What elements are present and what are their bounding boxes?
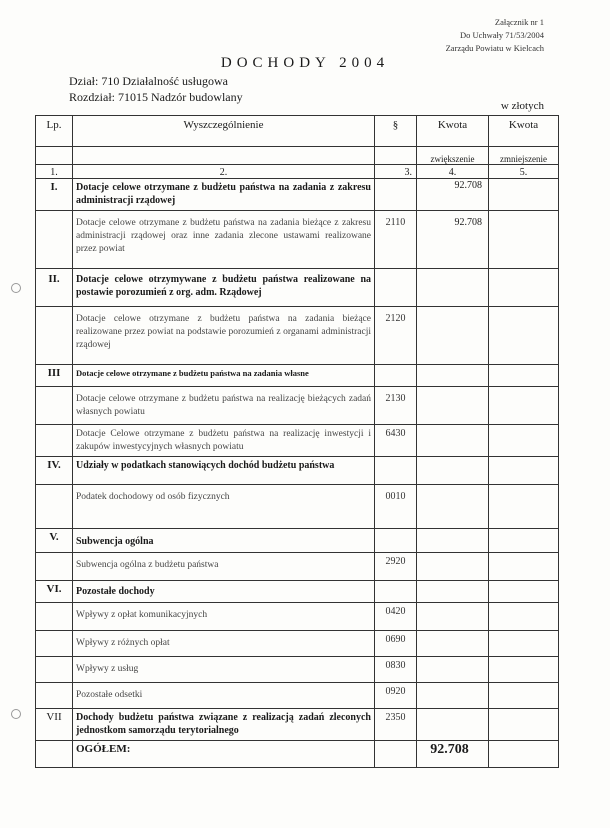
row-lp: III [36, 365, 73, 387]
row-lp [36, 425, 73, 457]
row-paragraph: 0690 [375, 631, 417, 657]
header-kwota-inc: Kwota [417, 116, 489, 147]
header-paragraph: § [375, 116, 417, 147]
table-row [36, 709, 559, 741]
row-paragraph: 6430 [375, 425, 417, 457]
row-decrease [489, 581, 559, 603]
row-decrease [489, 387, 559, 425]
row-decrease [489, 179, 559, 211]
row-paragraph [375, 529, 417, 553]
dzial-label: Dział: 710 Działalność usługowa [69, 74, 228, 88]
row-name: Dotacje celowe otrzymane z budżetu państwa na zadania własne [73, 365, 375, 387]
row-decrease [489, 603, 559, 631]
row-paragraph: 0420 [375, 603, 417, 631]
row-lp [36, 307, 73, 365]
row-name: Podatek dochodowy od osób fizycznych [73, 485, 375, 529]
row-name: Udziały w podatkach stanowiących dochód budżetu państwa [73, 457, 375, 485]
table-row [36, 387, 559, 425]
annex-line: Załącznik nr 1 [494, 17, 544, 27]
table-row [36, 683, 559, 709]
total-increase: 92.708 [417, 741, 489, 768]
page-title: DOCHODY 2004 [220, 55, 390, 71]
row-lp: VI. [36, 581, 73, 603]
row-lp [36, 553, 73, 581]
annex-note [344, 16, 544, 55]
column-number-row [36, 165, 559, 179]
row-paragraph [375, 179, 417, 211]
row-decrease [489, 307, 559, 365]
row-name: Wpływy z usług [73, 657, 375, 683]
total-row [36, 741, 559, 768]
income-table [35, 115, 559, 768]
row-decrease [489, 269, 559, 307]
row-decrease [489, 683, 559, 709]
row-increase [417, 683, 489, 709]
row-decrease [489, 365, 559, 387]
punch-hole-icon [11, 709, 21, 719]
table-row [36, 365, 559, 387]
row-increase [417, 307, 489, 365]
table-row [36, 179, 559, 211]
header-increase: zwiększenie [417, 147, 489, 165]
row-increase [417, 457, 489, 485]
header-row [36, 116, 559, 147]
rozdzial-label: Rozdział: 71015 Nadzór budowlany [69, 90, 243, 104]
row-decrease [489, 657, 559, 683]
row-paragraph: 2920 [375, 553, 417, 581]
row-increase [417, 365, 489, 387]
row-decrease [489, 631, 559, 657]
total-label: OGÓŁEM: [73, 741, 375, 768]
table-row [36, 485, 559, 529]
row-lp: I. [36, 179, 73, 211]
row-lp [36, 211, 73, 269]
row-name: Pozostałe dochody [73, 581, 375, 603]
row-name: Pozostałe odsetki [73, 683, 375, 709]
table-row [36, 553, 559, 581]
table-row [36, 425, 559, 457]
annex-line: Do Uchwały 71/53/2004 [459, 30, 544, 40]
row-name: Dotacje Celowe otrzymane z budżetu państwa na realizację inwestycji i zakupów inwestycyjnych własnych powiatu [73, 425, 375, 457]
row-lp: IV. [36, 457, 73, 485]
row-lp [36, 603, 73, 631]
annex-line: Zarządu Powiatu w Kielcach [445, 43, 544, 53]
row-increase [417, 657, 489, 683]
row-increase [417, 709, 489, 741]
row-paragraph: 2110 [375, 211, 417, 269]
table-row [36, 631, 559, 657]
row-lp: II. [36, 269, 73, 307]
row-lp [36, 683, 73, 709]
row-name: Dotacje celowe otrzymane z budżetu państwa na zadania bieżące z zakresu administracji rządowej oraz inne zadania zlecone ustawami realizowane przez powiat [73, 211, 375, 269]
row-name: Dochody budżetu państwa związane z realizacją zadań zleconych jednostkom samorządu terytorialnego [73, 709, 375, 741]
row-decrease [489, 485, 559, 529]
col-num: 5. [489, 165, 559, 179]
table-row [36, 269, 559, 307]
header-decrease: zmniejszenie [489, 147, 559, 165]
row-decrease [489, 425, 559, 457]
row-decrease [489, 709, 559, 741]
row-name: Subwencja ogólna z budżetu państwa [73, 553, 375, 581]
row-increase: 92.708 [417, 179, 489, 211]
header-kwota-dec: Kwota [489, 116, 559, 147]
row-name: Subwencja ogólna [73, 529, 375, 553]
col-num: 1. [36, 165, 73, 179]
row-increase [417, 485, 489, 529]
row-lp [36, 485, 73, 529]
row-paragraph [375, 457, 417, 485]
table-row [36, 581, 559, 603]
row-decrease [489, 457, 559, 485]
col-num: 3. [375, 165, 417, 179]
row-lp [36, 387, 73, 425]
subheader-row [36, 147, 559, 165]
row-increase [417, 603, 489, 631]
row-decrease [489, 529, 559, 553]
row-name: Wpływy z opłat komunikacyjnych [73, 603, 375, 631]
row-name: Dotacje celowe otrzymane z budżetu państwa na zadania bieżące realizowane przez powiat na podstawie porozumień z organami administracji rządowej [73, 307, 375, 365]
row-lp: V. [36, 529, 73, 553]
row-paragraph: 0010 [375, 485, 417, 529]
row-paragraph: 0830 [375, 657, 417, 683]
row-decrease [489, 553, 559, 581]
row-increase [417, 425, 489, 457]
row-name: Dotacje celowe otrzymywane z budżetu państwa realizowane na postawie porozumień z org. adm. Rządowej [73, 269, 375, 307]
table-row [36, 307, 559, 365]
row-paragraph: 2130 [375, 387, 417, 425]
row-paragraph: 2350 [375, 709, 417, 741]
row-increase [417, 553, 489, 581]
table-row [36, 657, 559, 683]
row-increase: 92.708 [417, 211, 489, 269]
row-lp [36, 631, 73, 657]
punch-hole-icon [11, 283, 21, 293]
row-increase [417, 581, 489, 603]
table-row [36, 529, 559, 553]
table-row [36, 211, 559, 269]
row-paragraph: 2120 [375, 307, 417, 365]
row-decrease [489, 211, 559, 269]
row-increase [417, 529, 489, 553]
header-lp: Lp. [36, 116, 73, 147]
section-info [69, 73, 243, 105]
row-increase [417, 631, 489, 657]
col-num: 4. [417, 165, 489, 179]
row-name: Dotacje celowe otrzymane z budżetu państwa na zadania z zakresu administracji rządowej [73, 179, 375, 211]
row-paragraph [375, 365, 417, 387]
row-paragraph: 0920 [375, 683, 417, 709]
row-paragraph [375, 269, 417, 307]
row-name: Wpływy z różnych opłat [73, 631, 375, 657]
row-increase [417, 269, 489, 307]
row-name: Dotacje celowe otrzymane z budżetu państwa na realizację bieżących zadań własnych powiatu [73, 387, 375, 425]
table-row [36, 603, 559, 631]
row-paragraph [375, 581, 417, 603]
table-row [36, 457, 559, 485]
row-lp: VII [36, 709, 73, 741]
row-lp [36, 657, 73, 683]
header-name: Wyszczególnienie [73, 116, 375, 147]
col-num: 2. [73, 165, 375, 179]
currency-unit: w złotych [500, 100, 544, 112]
row-increase [417, 387, 489, 425]
